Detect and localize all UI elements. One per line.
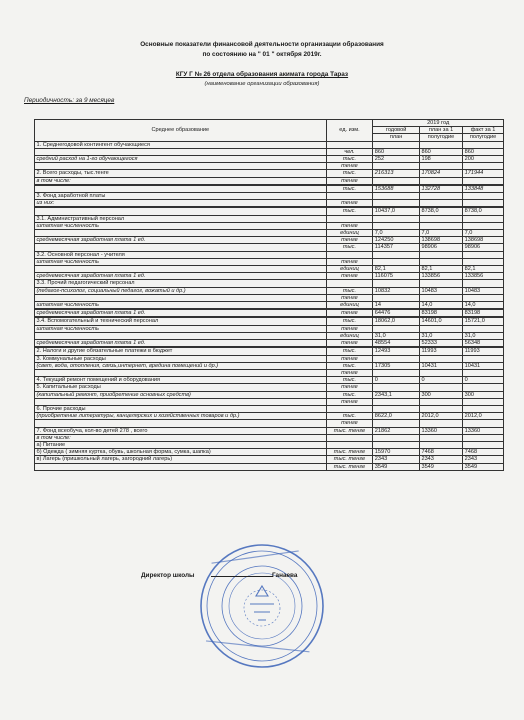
cell-name: штатная численность — [35, 302, 327, 309]
cell-h1 — [419, 163, 462, 170]
cell-fact: 31,0 — [463, 332, 504, 339]
cell-h1: 14601,0 — [419, 318, 462, 325]
header-h1-2: полугодие — [419, 134, 462, 141]
cell-name: средний расход на 1-го обучающегося — [35, 156, 327, 163]
cell-h1 — [419, 325, 462, 332]
cell-fact — [463, 280, 504, 287]
cell-fact: 0 — [463, 377, 504, 384]
cell-unit: тыс. — [326, 413, 373, 420]
cell-fact — [463, 222, 504, 229]
title-line-2: по состоянию на " 01 " октября 2019г. — [202, 51, 322, 58]
cell-plan: 8622,0 — [373, 413, 420, 420]
cell-unit: единиц — [326, 332, 373, 339]
table-row — [35, 449, 504, 456]
cell-name: в том числе: — [35, 434, 327, 441]
table-row — [35, 287, 504, 294]
cell-h1 — [419, 141, 462, 148]
table-row — [35, 405, 504, 412]
table-row — [35, 156, 504, 163]
table-row — [35, 434, 504, 441]
header-fact-1: факт за 1 — [463, 127, 504, 134]
cell-unit: тенге — [326, 384, 373, 391]
table-row — [35, 302, 504, 309]
cell-fact: 10483 — [463, 287, 504, 294]
cell-unit — [326, 434, 373, 441]
cell-name: 3.1. Административный персонал — [35, 215, 327, 222]
cell-unit: тыс. тенге — [326, 427, 373, 434]
cell-name: из них: — [35, 200, 327, 207]
cell-name: 1. Среднегодовой контингент обучающиеся — [35, 141, 327, 148]
cell-plan: 124250 — [373, 237, 420, 244]
cell-fact — [463, 193, 504, 200]
cell-h1 — [419, 258, 462, 265]
cell-fact — [463, 177, 504, 184]
cell-fact: 11993 — [463, 348, 504, 355]
cell-h1 — [419, 193, 462, 200]
cell-name: 4. Текущий ремонт помещений и оборудования — [35, 377, 327, 384]
cell-name: среднемесячная заработная плата 1 ед. — [35, 340, 327, 347]
cell-plan — [373, 258, 420, 265]
table-row — [35, 369, 504, 376]
cell-fact: 300 — [463, 391, 504, 398]
cell-h1 — [419, 215, 462, 222]
cell-unit: тыс. — [326, 156, 373, 163]
cell-unit — [326, 441, 373, 448]
cell-unit: тенге — [326, 398, 373, 405]
cell-unit: тыс. тенге — [326, 456, 373, 463]
cell-fact: 7,0 — [463, 230, 504, 237]
table-row — [35, 141, 504, 148]
cell-unit: тенге — [326, 200, 373, 207]
table-row — [35, 310, 504, 317]
cell-name: а) Питание — [35, 441, 327, 448]
cell-fact: 8738,0 — [463, 208, 504, 215]
cell-unit: тыс. тенге — [326, 463, 373, 470]
cell-fact: 133856 — [463, 273, 504, 280]
table-row — [35, 377, 504, 384]
cell-plan — [373, 251, 420, 258]
cell-unit: единиц — [326, 266, 373, 273]
director-label: Директор школы — [141, 572, 195, 579]
cell-name: штатная численность — [35, 222, 327, 229]
cell-plan — [373, 434, 420, 441]
header-unit: ед. изм. — [326, 120, 373, 142]
cell-name — [35, 294, 327, 301]
cell-name — [35, 230, 327, 237]
cell-name — [35, 332, 327, 339]
cell-name: 3.3. Прочий педагогический персонал — [35, 280, 327, 287]
cell-name — [35, 266, 327, 273]
cell-unit: тыс. тенге — [326, 449, 373, 456]
cell-h1 — [419, 384, 462, 391]
cell-name: в том числе: — [35, 177, 327, 184]
official-seal-stamp — [198, 542, 326, 670]
cell-fact — [463, 251, 504, 258]
cell-h1: 52333 — [419, 340, 462, 347]
table-row — [35, 441, 504, 448]
cell-h1: 10483 — [419, 287, 462, 294]
table-row — [35, 266, 504, 273]
cell-fact — [463, 384, 504, 391]
cell-h1: 82,1 — [419, 266, 462, 273]
cell-name: (капитальный ремонт, приобретение основных средств) — [35, 391, 327, 398]
cell-h1: 7468 — [419, 449, 462, 456]
financial-table — [34, 119, 504, 471]
cell-h1: 170824 — [419, 170, 462, 177]
cell-fact — [463, 405, 504, 412]
cell-name: 3.2. Основной персонал - учителя — [35, 251, 327, 258]
cell-h1: 11993 — [419, 348, 462, 355]
table-row — [35, 463, 504, 470]
cell-fact — [463, 441, 504, 448]
cell-name: (приобретение литературы, канцелярских и хозяйственных товаров и др.) — [35, 413, 327, 420]
cell-name — [35, 369, 327, 376]
cell-h1 — [419, 420, 462, 427]
cell-fact: 860 — [463, 148, 504, 155]
table-row — [35, 185, 504, 192]
cell-name — [35, 420, 327, 427]
cell-plan: 860 — [373, 148, 420, 155]
cell-unit: тенге — [326, 237, 373, 244]
cell-h1 — [419, 434, 462, 441]
cell-plan — [373, 441, 420, 448]
cell-h1 — [419, 441, 462, 448]
cell-unit — [326, 141, 373, 148]
cell-fact: 7468 — [463, 449, 504, 456]
cell-h1: 0 — [419, 377, 462, 384]
cell-fact — [463, 141, 504, 148]
cell-plan — [373, 177, 420, 184]
cell-unit: тыс. — [326, 185, 373, 192]
table-row — [35, 237, 504, 244]
cell-fact: 98906 — [463, 244, 504, 251]
cell-plan: 10437,0 — [373, 208, 420, 215]
cell-plan: 21862 — [373, 427, 420, 434]
cell-h1: 300 — [419, 391, 462, 398]
cell-h1: 132728 — [419, 185, 462, 192]
cell-h1: 83198 — [419, 310, 462, 317]
table-row — [35, 355, 504, 362]
header-row-1 — [35, 120, 504, 127]
table-row — [35, 193, 504, 200]
cell-h1 — [419, 398, 462, 405]
cell-plan: 14 — [373, 302, 420, 309]
cell-name: 6. Прочие расходы — [35, 405, 327, 412]
table-row — [35, 398, 504, 405]
cell-h1 — [419, 355, 462, 362]
table-row — [35, 244, 504, 251]
cell-plan — [373, 325, 420, 332]
cell-plan: 31,0 — [373, 332, 420, 339]
signature-line — [211, 576, 273, 577]
cell-h1: 138698 — [419, 237, 462, 244]
organization-name: КГУ Г № 26 отдела образования акимата города Тараз — [175, 71, 349, 78]
cell-plan — [373, 141, 420, 148]
cell-fact — [463, 200, 504, 207]
cell-h1: 14,0 — [419, 302, 462, 309]
cell-name: 7. Фонд всеобуча, кол-во детей 278 , всего — [35, 427, 327, 434]
table-row — [35, 200, 504, 207]
cell-fact — [463, 258, 504, 265]
cell-name: б) Одежда ( зимняя куртка, обувь, школьная форма, сумка, шапка) — [35, 449, 327, 456]
table-row — [35, 420, 504, 427]
cell-h1: 860 — [419, 148, 462, 155]
cell-h1 — [419, 222, 462, 229]
cell-h1 — [419, 200, 462, 207]
cell-h1 — [419, 280, 462, 287]
cell-fact: 10431 — [463, 362, 504, 369]
table-row — [35, 258, 504, 265]
cell-unit: тенге — [326, 222, 373, 229]
cell-unit: тенге — [326, 294, 373, 301]
cell-name: 2. Всего расходы, тыс.тенге — [35, 170, 327, 177]
cell-plan: 18062,0 — [373, 318, 420, 325]
cell-name: 5. Капитальные расходы — [35, 384, 327, 391]
cell-plan — [373, 294, 420, 301]
cell-name: 2. Налоги и другие обязательные платежи в бюджет — [35, 348, 327, 355]
table-row — [35, 222, 504, 229]
cell-plan: 15970 — [373, 449, 420, 456]
cell-unit: единиц — [326, 230, 373, 237]
table-row — [35, 170, 504, 177]
cell-name: среднемесячная заработная плата 1 ед. — [35, 310, 327, 317]
cell-plan: 2343,1 — [373, 391, 420, 398]
cell-name: среднемесячная заработная плата 1 ед. — [35, 237, 327, 244]
cell-plan: 82,1 — [373, 266, 420, 273]
cell-h1: 8738,0 — [419, 208, 462, 215]
cell-plan: 48554 — [373, 340, 420, 347]
cell-fact — [463, 355, 504, 362]
cell-fact — [463, 294, 504, 301]
cell-name: среднемесячная заработная плата 1 ед. — [35, 273, 327, 280]
cell-fact — [463, 420, 504, 427]
table-row — [35, 332, 504, 339]
table-row — [35, 362, 504, 369]
cell-fact: 14,0 — [463, 302, 504, 309]
cell-fact: 133848 — [463, 185, 504, 192]
table-row — [35, 325, 504, 332]
cell-h1: 2012,0 — [419, 413, 462, 420]
cell-unit: тенге — [326, 177, 373, 184]
cell-h1: 2343 — [419, 456, 462, 463]
cell-unit: тенге — [326, 355, 373, 362]
cell-plan — [373, 200, 420, 207]
cell-fact: 15721,0 — [463, 318, 504, 325]
cell-name: 3. Коммунальные расходы — [35, 355, 327, 362]
cell-unit: тенге — [326, 340, 373, 347]
table-row — [35, 208, 504, 215]
cell-name: в) Лагерь (пришкольный лагерь, загородний лагерь) — [35, 456, 327, 463]
header-fact-2: полугодие — [463, 134, 504, 141]
cell-h1: 198 — [419, 156, 462, 163]
header-plan-1: годовой — [373, 127, 420, 134]
cell-unit — [326, 280, 373, 287]
cell-unit: тыс. — [326, 170, 373, 177]
cell-plan: 114357 — [373, 244, 420, 251]
cell-unit: тыс. — [326, 348, 373, 355]
table-row — [35, 456, 504, 463]
cell-unit: тыс. — [326, 244, 373, 251]
cell-h1: 7,0 — [419, 230, 462, 237]
cell-plan: 2343 — [373, 456, 420, 463]
cell-fact — [463, 398, 504, 405]
header-plan-2: план — [373, 134, 420, 141]
cell-h1: 133856 — [419, 273, 462, 280]
cell-plan — [373, 215, 420, 222]
cell-fact: 138698 — [463, 237, 504, 244]
cell-plan — [373, 384, 420, 391]
cell-plan: 12493 — [373, 348, 420, 355]
cell-fact — [463, 163, 504, 170]
cell-plan — [373, 405, 420, 412]
cell-unit: тенге — [326, 310, 373, 317]
cell-unit — [326, 405, 373, 412]
cell-fact: 83198 — [463, 310, 504, 317]
cell-h1: 3549 — [419, 463, 462, 470]
cell-plan: 3549 — [373, 463, 420, 470]
cell-h1: 31,0 — [419, 332, 462, 339]
cell-h1: 98906 — [419, 244, 462, 251]
director-name: Ганаева — [272, 572, 298, 579]
table-row — [35, 230, 504, 237]
table-row — [35, 177, 504, 184]
cell-unit: тыс. — [326, 391, 373, 398]
table-row — [35, 391, 504, 398]
header-h1-1: план за 1 — [419, 127, 462, 134]
cell-h1: 10431 — [419, 362, 462, 369]
cell-fact: 171944 — [463, 170, 504, 177]
cell-unit: тенге — [326, 163, 373, 170]
table-row — [35, 427, 504, 434]
cell-unit — [326, 215, 373, 222]
cell-fact: 200 — [463, 156, 504, 163]
cell-name: штатная численность — [35, 258, 327, 265]
cell-fact — [463, 325, 504, 332]
table-row — [35, 318, 504, 325]
cell-h1: 13360 — [419, 427, 462, 434]
organization-caption: (наименование организации образования) — [204, 81, 320, 87]
cell-plan: 116075 — [373, 273, 420, 280]
cell-unit: тыс. — [326, 208, 373, 215]
cell-unit: тенге — [326, 273, 373, 280]
table-row — [35, 294, 504, 301]
cell-fact: 2343 — [463, 456, 504, 463]
cell-plan: 216313 — [373, 170, 420, 177]
cell-unit: тыс. — [326, 362, 373, 369]
cell-name — [35, 244, 327, 251]
cell-plan: 153688 — [373, 185, 420, 192]
table-row — [35, 251, 504, 258]
table-row — [35, 384, 504, 391]
cell-plan: 7,0 — [373, 230, 420, 237]
cell-fact: 2012,0 — [463, 413, 504, 420]
cell-plan — [373, 420, 420, 427]
cell-unit — [326, 193, 373, 200]
cell-fact: 82,1 — [463, 266, 504, 273]
cell-fact: 3549 — [463, 463, 504, 470]
cell-plan: 252 — [373, 156, 420, 163]
cell-plan — [373, 222, 420, 229]
table-row — [35, 280, 504, 287]
cell-plan — [373, 398, 420, 405]
cell-name — [35, 463, 327, 470]
cell-unit — [326, 251, 373, 258]
cell-unit: тенге — [326, 325, 373, 332]
cell-unit: тыс. — [326, 287, 373, 294]
cell-plan: 64476 — [373, 310, 420, 317]
header-name: Среднее образование — [35, 120, 327, 142]
cell-plan: 10832 — [373, 287, 420, 294]
table-row — [35, 340, 504, 347]
cell-h1 — [419, 405, 462, 412]
cell-name — [35, 163, 327, 170]
cell-unit: чел. — [326, 148, 373, 155]
cell-fact — [463, 434, 504, 441]
cell-name — [35, 398, 327, 405]
cell-name: 3.4. Вспомогательный и технический персонал — [35, 318, 327, 325]
cell-h1 — [419, 177, 462, 184]
cell-name: штатная численность — [35, 325, 327, 332]
cell-h1 — [419, 369, 462, 376]
cell-plan — [373, 369, 420, 376]
cell-plan — [373, 163, 420, 170]
cell-fact — [463, 215, 504, 222]
cell-unit: тыс. — [326, 377, 373, 384]
header-year: 2019 год — [373, 120, 504, 127]
cell-unit: тенге — [326, 420, 373, 427]
title-line-1: Основные показатели финансовой деятельности организации образования — [140, 41, 384, 48]
cell-unit: тыс. — [326, 318, 373, 325]
cell-plan — [373, 355, 420, 362]
cell-plan: 17305 — [373, 362, 420, 369]
cell-h1 — [419, 251, 462, 258]
table-row — [35, 163, 504, 170]
cell-name: 3. Фонд заработной платы — [35, 193, 327, 200]
table-row — [35, 148, 504, 155]
cell-plan: 0 — [373, 377, 420, 384]
cell-name: (свет, вода, отопления, связь,интернет, вредина помещений и др.) — [35, 362, 327, 369]
table-row — [35, 413, 504, 420]
table-row — [35, 273, 504, 280]
cell-plan — [373, 280, 420, 287]
cell-unit: тенге — [326, 258, 373, 265]
periodicity-label: Периодичность: за 9 месяцев — [24, 97, 115, 104]
cell-fact: 56348 — [463, 340, 504, 347]
cell-fact: 13360 — [463, 427, 504, 434]
cell-name: (педагог-психолог, социальный педагог, вожатый и др.) — [35, 287, 327, 294]
table-row — [35, 215, 504, 222]
cell-name — [35, 208, 327, 215]
cell-name — [35, 148, 327, 155]
cell-unit: единиц — [326, 302, 373, 309]
cell-plan — [373, 193, 420, 200]
table-row — [35, 348, 504, 355]
cell-fact — [463, 369, 504, 376]
cell-name — [35, 185, 327, 192]
cell-unit: тенге — [326, 369, 373, 376]
cell-h1 — [419, 294, 462, 301]
